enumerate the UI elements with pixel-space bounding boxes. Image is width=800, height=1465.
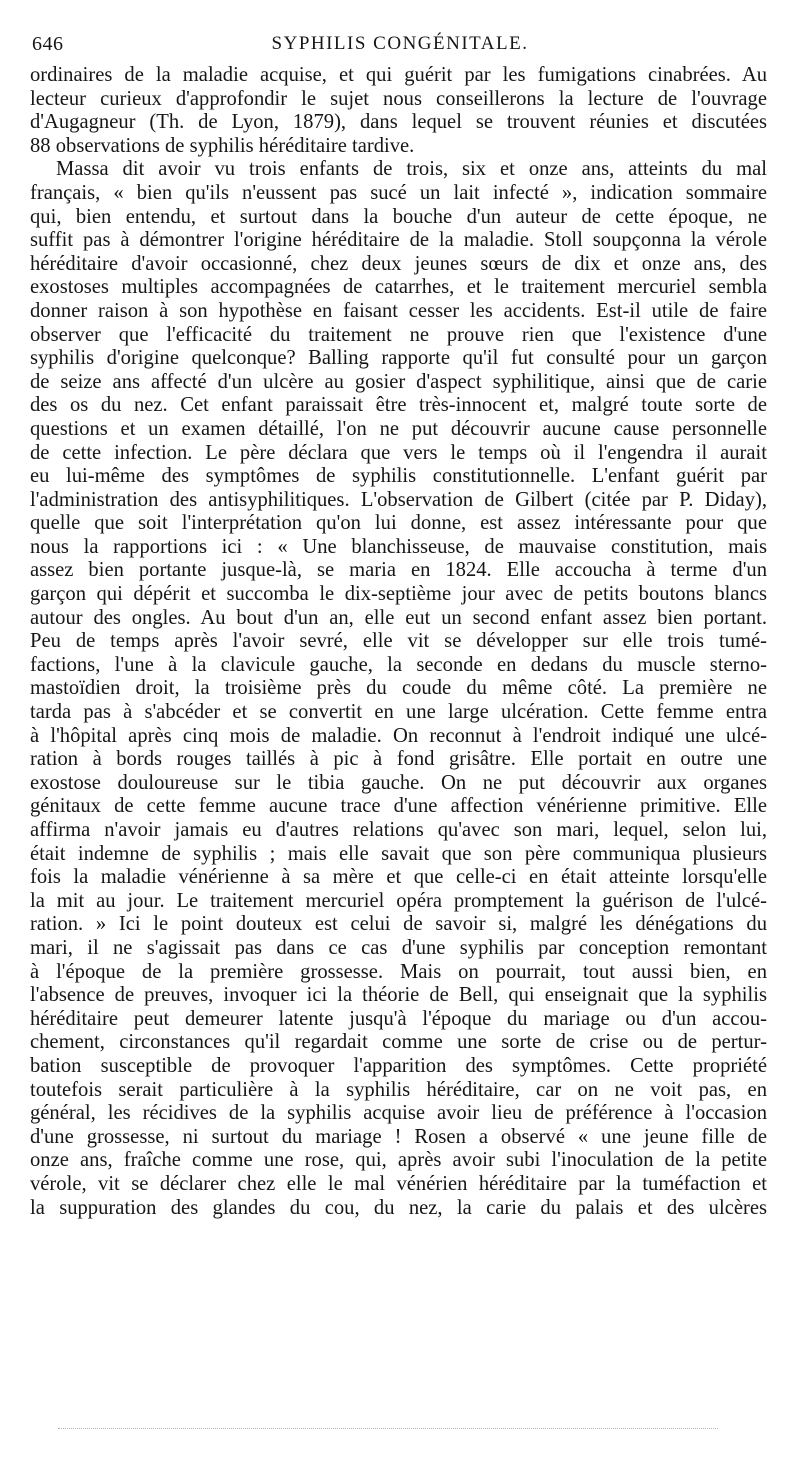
text-line: la suppuration des glandes du cou, du nez, la carie du palais et des ulcères bbox=[30, 1196, 767, 1219]
text-line: qui, bien entendu, et surtout dans la bouche d'un auteur de cette époque, ne bbox=[30, 205, 767, 228]
text-line: ordinaires de la maladie acquise, et qui guérit par les fumigations cinabrées. Au bbox=[30, 64, 767, 86]
text-line: fois la maladie vénérienne à sa mère et que celle-ci en était atteinte lorsqu'elle bbox=[30, 866, 767, 889]
text-line: Peu de temps après l'avoir sevré, elle vit se développer sur elle trois tumé- bbox=[30, 630, 767, 653]
text-line: garçon qui dépérit et succomba le dix-septième jour avec de petits boutons blancs bbox=[30, 583, 767, 606]
text-line: l'absence de preuves, invoquer ici la théorie de Bell, qui enseignait que la syphilis bbox=[30, 984, 767, 1007]
text-line: questions et un examen détaillé, l'on ne put découvrir aucune cause personnelle bbox=[30, 417, 767, 440]
text-line: la mit au jour. Le traitement mercuriel opéra promptement la guérison de l'ulcé- bbox=[30, 889, 767, 912]
text-line: observer que l'efficacité du traitement ne prouve rien que l'existence d'une bbox=[30, 323, 767, 346]
text-line: vérole, vit se déclarer chez elle le mal vénérien héréditaire par la tuméfaction et bbox=[30, 1172, 767, 1195]
text-line: général, les récidives de la syphilis acquise avoir lieu de préférence à l'occasion bbox=[30, 1102, 767, 1125]
text-line: ration à bords rouges taillés à pic à fond grisâtre. Elle portait en outre une bbox=[30, 748, 767, 771]
text-line: lecteur curieux d'approfondir le sujet nous conseillerons la lecture de l'ouvrage bbox=[30, 87, 767, 110]
text-line: génitaux de cette femme aucune trace d'une affection vénérienne primitive. Elle bbox=[30, 795, 767, 818]
text-line: affirma n'avoir jamais eu d'autres relations qu'avec son mari, lequel, selon lui, bbox=[30, 819, 767, 841]
text-line: mastoïdien droit, la troisième près du coude du même côté. La première ne bbox=[30, 677, 767, 700]
text-line: bation susceptible de provoquer l'apparition des symptômes. Cette propriété bbox=[30, 1054, 767, 1077]
text-line: factions, l'une à la clavicule gauche, la seconde en dedans du muscle sterno- bbox=[30, 653, 767, 676]
text-line: toutefois serait particulière à la syphilis héréditaire, car on ne voit pas, en bbox=[30, 1078, 767, 1101]
text-line: de seize ans affecté d'un ulcère au gosier d'aspect syphilitique, ainsi que de carie bbox=[30, 370, 767, 393]
text-line: eu lui-même des symptômes de syphilis constitutionnelle. L'enfant guérit par bbox=[30, 465, 767, 488]
text-line: héréditaire peut demeurer latente jusqu'à l'époque du mariage ou d'un accou- bbox=[30, 1007, 767, 1030]
text-line: onze ans, fraîche comme une rose, qui, après avoir subi l'inoculation de la petite bbox=[30, 1149, 767, 1172]
text-line: nous la rapportions ici : « Une blanchisseuse, de mauvaise constitution, mais bbox=[30, 535, 767, 558]
text-line: d'une grossesse, ni surtout du mariage ! Rosen a observé « une jeune fille de bbox=[30, 1125, 767, 1148]
text-line: à l'hôpital après cinq mois de maladie. On reconnut à l'endroit indiqué une ulcé- bbox=[30, 724, 767, 747]
running-title: SYPHILIS CONGÉNITALE. bbox=[271, 33, 529, 54]
text-line: était indemne de syphilis ; mais elle savait que son père communiqua plusieurs bbox=[30, 842, 767, 865]
scan-artifact-divider bbox=[58, 1428, 718, 1429]
text-line: autour des ongles. Au bout d'un an, elle eut un second enfant assez bien portant. bbox=[30, 606, 767, 629]
text-line: français, « bien qu'ils n'eussent pas sucé un lait infecté », indication sommaire bbox=[30, 181, 767, 204]
text-line: exostoses multiples accompagnées de catarrhes, et le traitement mercuriel sembla bbox=[30, 276, 767, 299]
text-line: donner raison à son hypothèse en faisant cesser les accidents. Est-il utile de faire bbox=[30, 299, 767, 322]
text-line: mari, il ne s'agissait pas dans ce cas d'une syphilis par conception remontant bbox=[30, 936, 767, 959]
text-line: assez bien portante jusque-là, se maria en 1824. Elle accoucha à terme d'un bbox=[30, 559, 767, 582]
text-line: suffit pas à démontrer l'origine héréditaire de la maladie. Stoll soupçonna la vérole bbox=[30, 229, 767, 252]
body-text bbox=[30, 64, 767, 1220]
text-line: chement, circonstances qu'il regardait comme une sorte de crise ou de pertur- bbox=[30, 1031, 767, 1054]
page-number: 646 bbox=[32, 33, 64, 55]
paragraph-first-line: Massa dit avoir vu trois enfants de trois, six et onze ans, atteints du mal bbox=[56, 158, 767, 181]
paragraph-end-line: 88 observations de syphilis héréditaire tardive. bbox=[30, 134, 415, 157]
text-line: des os du nez. Cet enfant paraissait être très-innocent et, malgré toute sorte de bbox=[30, 394, 767, 417]
text-line: exostose douloureuse sur le tibia gauche. On ne put découvrir aux organes bbox=[30, 771, 767, 794]
text-line: d'Augagneur (Th. de Lyon, 1879), dans lequel se trouvent réunies et discutées bbox=[30, 111, 767, 134]
text-line: ration. » Ici le point douteux est celui de savoir si, malgré les dénégations du bbox=[30, 913, 767, 936]
text-line: syphilis d'origine quelconque? Balling rapporte qu'il fut consulté pour un garçon bbox=[30, 347, 767, 370]
page-header bbox=[30, 33, 770, 57]
text-line: quelle que soit l'interprétation qu'on lui donne, est assez intéressante pour que bbox=[30, 512, 767, 535]
text-line: à l'époque de la première grossesse. Mais on pourrait, tout aussi bien, en bbox=[30, 960, 767, 983]
text-line: héréditaire d'avoir occasionné, chez deux jeunes sœurs de dix et onze ans, des bbox=[30, 252, 767, 275]
text-line: l'administration des antisyphilitiques. L'observation de Gilbert (citée par P. Diday), bbox=[30, 488, 767, 511]
text-line: tarda pas à s'abcéder et se convertit en une large ulcération. Cette femme entra bbox=[30, 701, 767, 724]
text-line: de cette infection. Le père déclara que vers le temps où il l'engendra il aurait bbox=[30, 441, 767, 464]
